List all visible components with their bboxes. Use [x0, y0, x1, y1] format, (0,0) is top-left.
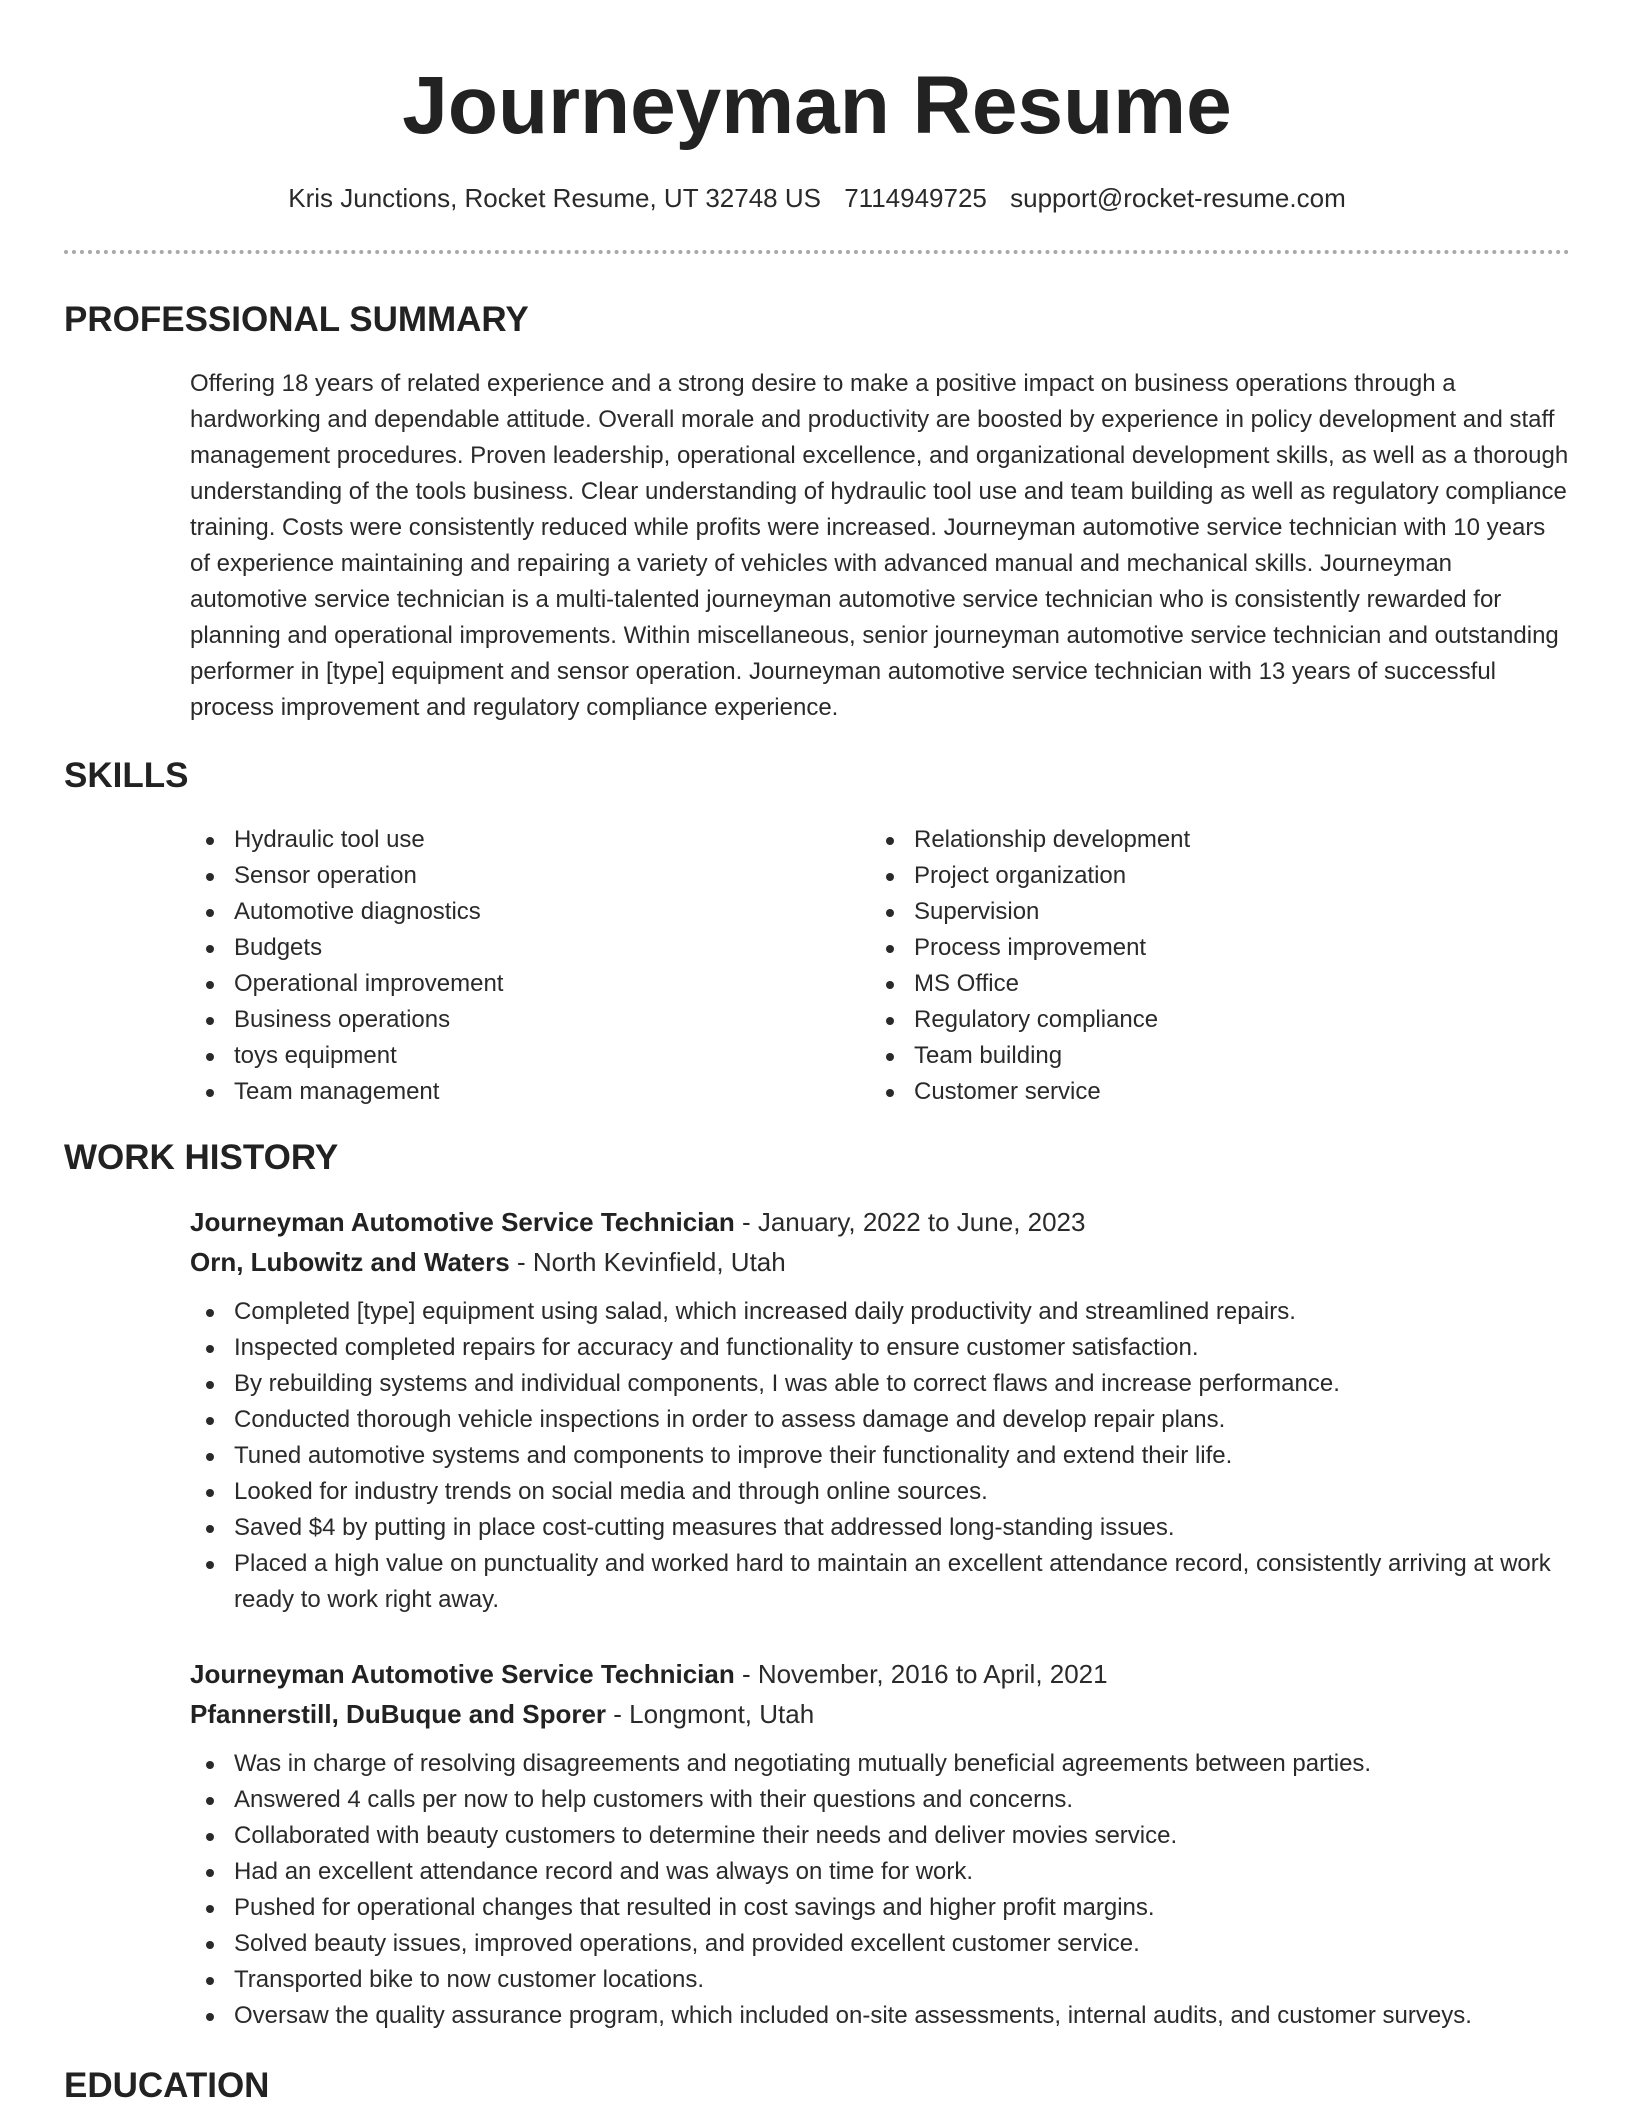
skill-item: MS Office	[870, 966, 1190, 1002]
contact-info	[64, 180, 1570, 216]
resume-page	[64, 0, 1570, 2112]
job-bullet: Completed [type] equipment using salad, which increased daily productivity and streamlined repairs.	[190, 1294, 1570, 1330]
job-bullet: By rebuilding systems and individual components, I was able to correct flaws and increase performance.	[190, 1366, 1570, 1402]
skill-item: Team building	[870, 1038, 1190, 1074]
job-entry	[190, 1654, 1570, 2034]
job-title-line	[190, 1202, 1570, 1242]
skill-item: Team management	[190, 1074, 503, 1110]
job-company-line	[190, 1242, 1570, 1282]
skill-item: Supervision	[870, 894, 1190, 930]
skill-item: Process improvement	[870, 930, 1190, 966]
job-bullets	[190, 1746, 1570, 2034]
job-bullet: Placed a high value on punctuality and worked hard to maintain an excellent attendance record, consistently arriving at work ready to work right away.	[190, 1546, 1570, 1618]
skills-list-right	[870, 822, 1190, 1110]
job-bullet: Collaborated with beauty customers to determine their needs and deliver movies service.	[190, 1818, 1570, 1854]
document-title: Journeyman Resume	[402, 60, 1232, 151]
job-bullet: Conducted thorough vehicle inspections in order to assess damage and develop repair plans.	[190, 1402, 1570, 1438]
skill-item: Operational improvement	[190, 966, 503, 1002]
job-company: Pfannerstill, DuBuque and Sporer	[190, 1699, 607, 1729]
contact-address: Kris Junctions, Rocket Resume, UT 32748 US	[288, 183, 821, 213]
skill-item: Relationship development	[870, 822, 1190, 858]
job-dates: - January, 2022 to June, 2023	[734, 1207, 1086, 1237]
job-bullet: Oversaw the quality assurance program, which included on-site assessments, internal audits, and customer surveys.	[190, 1998, 1570, 2034]
skill-item: Project organization	[870, 858, 1190, 894]
skill-item: Automotive diagnostics	[190, 894, 503, 930]
skill-item: Customer service	[870, 1074, 1190, 1110]
skill-item: Sensor operation	[190, 858, 503, 894]
job-bullet: Answered 4 calls per now to help customers with their questions and concerns.	[190, 1782, 1570, 1818]
header-divider	[64, 250, 1570, 254]
education-heading: EDUCATION	[64, 2066, 270, 2105]
job-company: Orn, Lubowitz and Waters	[190, 1247, 510, 1277]
job-bullet: Transported bike to now customer locations.	[190, 1962, 1570, 1998]
contact-email: support@rocket-resume.com	[1010, 183, 1346, 213]
job-location: - North Kevinfield, Utah	[509, 1247, 786, 1277]
job-entry	[190, 1202, 1570, 1618]
skills-list-left	[190, 822, 503, 1110]
job-bullets	[190, 1294, 1570, 1618]
job-bullet: Looked for industry trends on social media and through online sources.	[190, 1474, 1570, 1510]
job-dates: - November, 2016 to April, 2021	[734, 1659, 1108, 1689]
skill-item: Regulatory compliance	[870, 1002, 1190, 1038]
skill-item: Hydraulic tool use	[190, 822, 503, 858]
job-location: - Longmont, Utah	[606, 1699, 815, 1729]
skill-item: Business operations	[190, 1002, 503, 1038]
job-title: Journeyman Automotive Service Technician	[190, 1659, 735, 1689]
contact-phone: 7114949725	[844, 183, 987, 213]
summary-text: Offering 18 years of related experience and a strong desire to make a positive impact on business operations through a hardworking and dependable attitude. Overall morale and productivity are boosted by experience in policy development and staff management procedures. Proven leadership, operational excellence, and organizational development skills, as well as a thorough understanding of the tools business. Clear understanding of hydraulic tool use and team building as well as regulatory compliance training. Costs were consistently reduced while profits were increased. Journeyman automotive service technician with 10 years of experience maintaining and repairing a variety of vehicles with advanced manual and mechanical skills. Journeyman automotive service technician is a multi-talented journeyman automotive service technician who is consistently rewarded for planning and operational improvements. Within miscellaneous, senior journeyman automotive service technician and outstanding performer in [type] equipment and sensor operation. Journeyman automotive service technician with 13 years of successful process improvement and regulatory compliance experience.	[190, 370, 1569, 721]
job-bullet: Inspected completed repairs for accuracy and functionality to ensure customer satisfaction.	[190, 1330, 1570, 1366]
skill-item: toys equipment	[190, 1038, 503, 1074]
job-bullet: Pushed for operational changes that resulted in cost savings and higher profit margins.	[190, 1890, 1570, 1926]
job-bullet: Tuned automotive systems and components to improve their functionality and extend their life.	[190, 1438, 1570, 1474]
summary-heading: PROFESSIONAL SUMMARY	[64, 300, 529, 339]
job-bullet: Was in charge of resolving disagreements and negotiating mutually beneficial agreements between parties.	[190, 1746, 1570, 1782]
job-company-line	[190, 1694, 1570, 1734]
job-bullet: Saved $4 by putting in place cost-cutting measures that addressed long-standing issues.	[190, 1510, 1570, 1546]
skill-item: Budgets	[190, 930, 503, 966]
job-bullet: Solved beauty issues, improved operations, and provided excellent customer service.	[190, 1926, 1570, 1962]
skills-heading: SKILLS	[64, 756, 189, 795]
job-title-line	[190, 1654, 1570, 1694]
work-history-heading: WORK HISTORY	[64, 1138, 339, 1177]
job-bullet: Had an excellent attendance record and was always on time for work.	[190, 1854, 1570, 1890]
job-title: Journeyman Automotive Service Technician	[190, 1207, 735, 1237]
